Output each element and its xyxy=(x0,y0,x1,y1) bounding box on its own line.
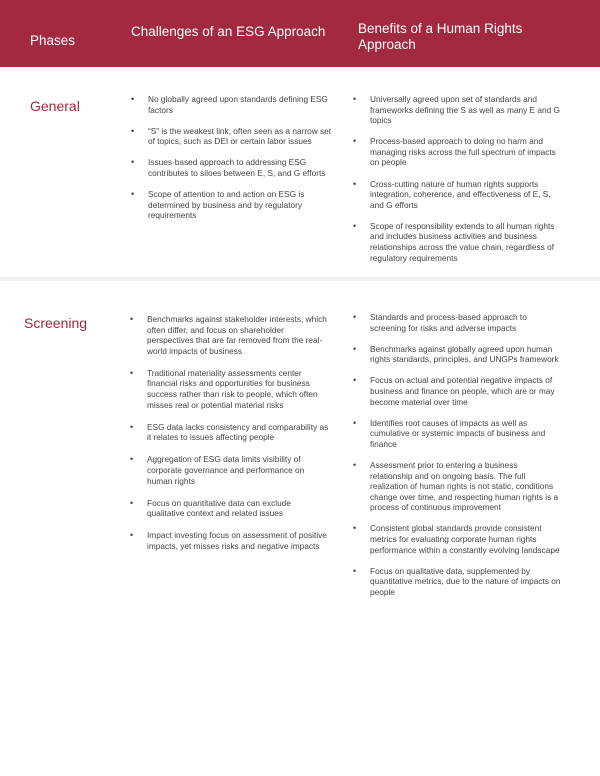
bullet-icon: • xyxy=(353,343,357,354)
list-item: • Focus on actual and potential negative impacts of business and finance on people, which are or may become material over time xyxy=(353,375,555,407)
bullet-icon: • xyxy=(131,125,135,136)
bullet-icon: • xyxy=(353,136,357,147)
list-item: • Cross-cutting nature of human rights supports integration, coherence, and effectiveness of E, S, and G efforts xyxy=(353,178,551,210)
list-item: • Assessment prior to entering a business relationship and on ongoing basis. The full realization of human rights is not static, conditions change over time, and respecting human rights is a process of continuous improvement xyxy=(353,459,559,513)
bullet-icon: • xyxy=(131,157,135,168)
human-rights-benefits-header: Benefits of a Human Rights Approach xyxy=(358,21,523,52)
bullet-icon: • xyxy=(130,530,134,541)
list-item: • Benchmarks against globally agreed upon human rights standards, principles, and UNGPs framework xyxy=(353,343,559,365)
list-item: • Impact investing focus on assessment of positive impacts, yet misses risks and negative impacts xyxy=(130,530,327,551)
bullet-icon: • xyxy=(353,523,357,534)
bullet-icon: • xyxy=(353,565,357,576)
bullet-icon: • xyxy=(130,454,134,465)
list-item: • Focus on quantitative data can exclude qualitative context and related issues xyxy=(130,497,291,519)
bullet-icon: • xyxy=(353,459,357,470)
general-hr-list xyxy=(353,94,562,274)
list-item: • Standards and process-based approach to screening for risks and adverse impacts xyxy=(353,312,527,333)
bullet-icon: • xyxy=(353,312,357,322)
list-item: • “S” is the weakest link, often seen as a narrow set of topics, such as DEI or certain labor issues xyxy=(131,125,332,147)
phases-header: Phases xyxy=(30,33,76,48)
screening-section xyxy=(0,281,600,776)
bullet-icon: • xyxy=(130,421,134,432)
general-section xyxy=(0,67,600,277)
bullet-icon: • xyxy=(353,178,357,189)
list-item: • Universally agreed upon set of standards and frameworks defining the S as well as many E and G topics xyxy=(353,94,560,126)
list-item: • No globally agreed upon standards defining ESG factors xyxy=(131,94,328,115)
bullet-icon: • xyxy=(353,417,357,428)
list-item: • Traditional materiality assessments center financial risks and opportunities for business success rather than risk to people, which often misses real or potential material risks xyxy=(130,367,318,410)
screening-esg-list xyxy=(130,314,329,563)
list-item: • Consistent global standards provide consistent metrics for evaluating corporate human rights performance within a constantly evolving landscape xyxy=(353,523,560,555)
general-esg-list xyxy=(131,94,340,231)
list-item: • Scope of responsibility extends to all human rights and includes business activities and business relationships across the value chain, regardless of regulatory requirements xyxy=(353,220,555,263)
esg-challenges-header: Challenges of an ESG Approach xyxy=(131,24,326,39)
phase-label-general: General xyxy=(30,98,80,114)
list-item: • Identifies root causes of impacts as well as cumulative or systemic impacts of business and finance xyxy=(353,417,546,449)
list-item: • Aggregation of ESG data limits visibility of corporate governance and performance on human rights xyxy=(130,454,305,486)
bullet-icon: • xyxy=(131,94,135,104)
bullet-icon: • xyxy=(130,314,134,324)
phase-label-screening: Screening xyxy=(24,315,88,331)
list-item: • Focus on qualitative data, supplemented by quantitative metrics, due to the nature of impacts on people xyxy=(353,565,561,597)
bullet-icon: • xyxy=(131,189,135,200)
list-item: • Process-based approach to doing no harm and managing risks across the full spectrum of impacts on people xyxy=(353,136,556,168)
bullet-icon: • xyxy=(130,367,134,378)
bullet-icon: • xyxy=(353,220,357,231)
screening-hr-list xyxy=(353,312,562,608)
list-item: • Scope of attention to and action on ESG is determined by business and by regulatory requirements xyxy=(131,189,305,221)
bullet-icon: • xyxy=(130,497,134,508)
table-header xyxy=(0,0,600,67)
list-item: • Issues-based approach to addressing ESG contributes to siloes between E, S, and G efforts xyxy=(131,157,326,178)
list-item: • Benchmarks against stakeholder interests, which often differ, and focus on shareholder perspectives that are far removed from the real-world impacts of business xyxy=(130,314,327,356)
bullet-icon: • xyxy=(353,375,357,386)
bullet-icon: • xyxy=(353,94,357,104)
list-item: • ESG data lacks consistency and comparability as it relates to issues affecting people xyxy=(130,421,329,443)
